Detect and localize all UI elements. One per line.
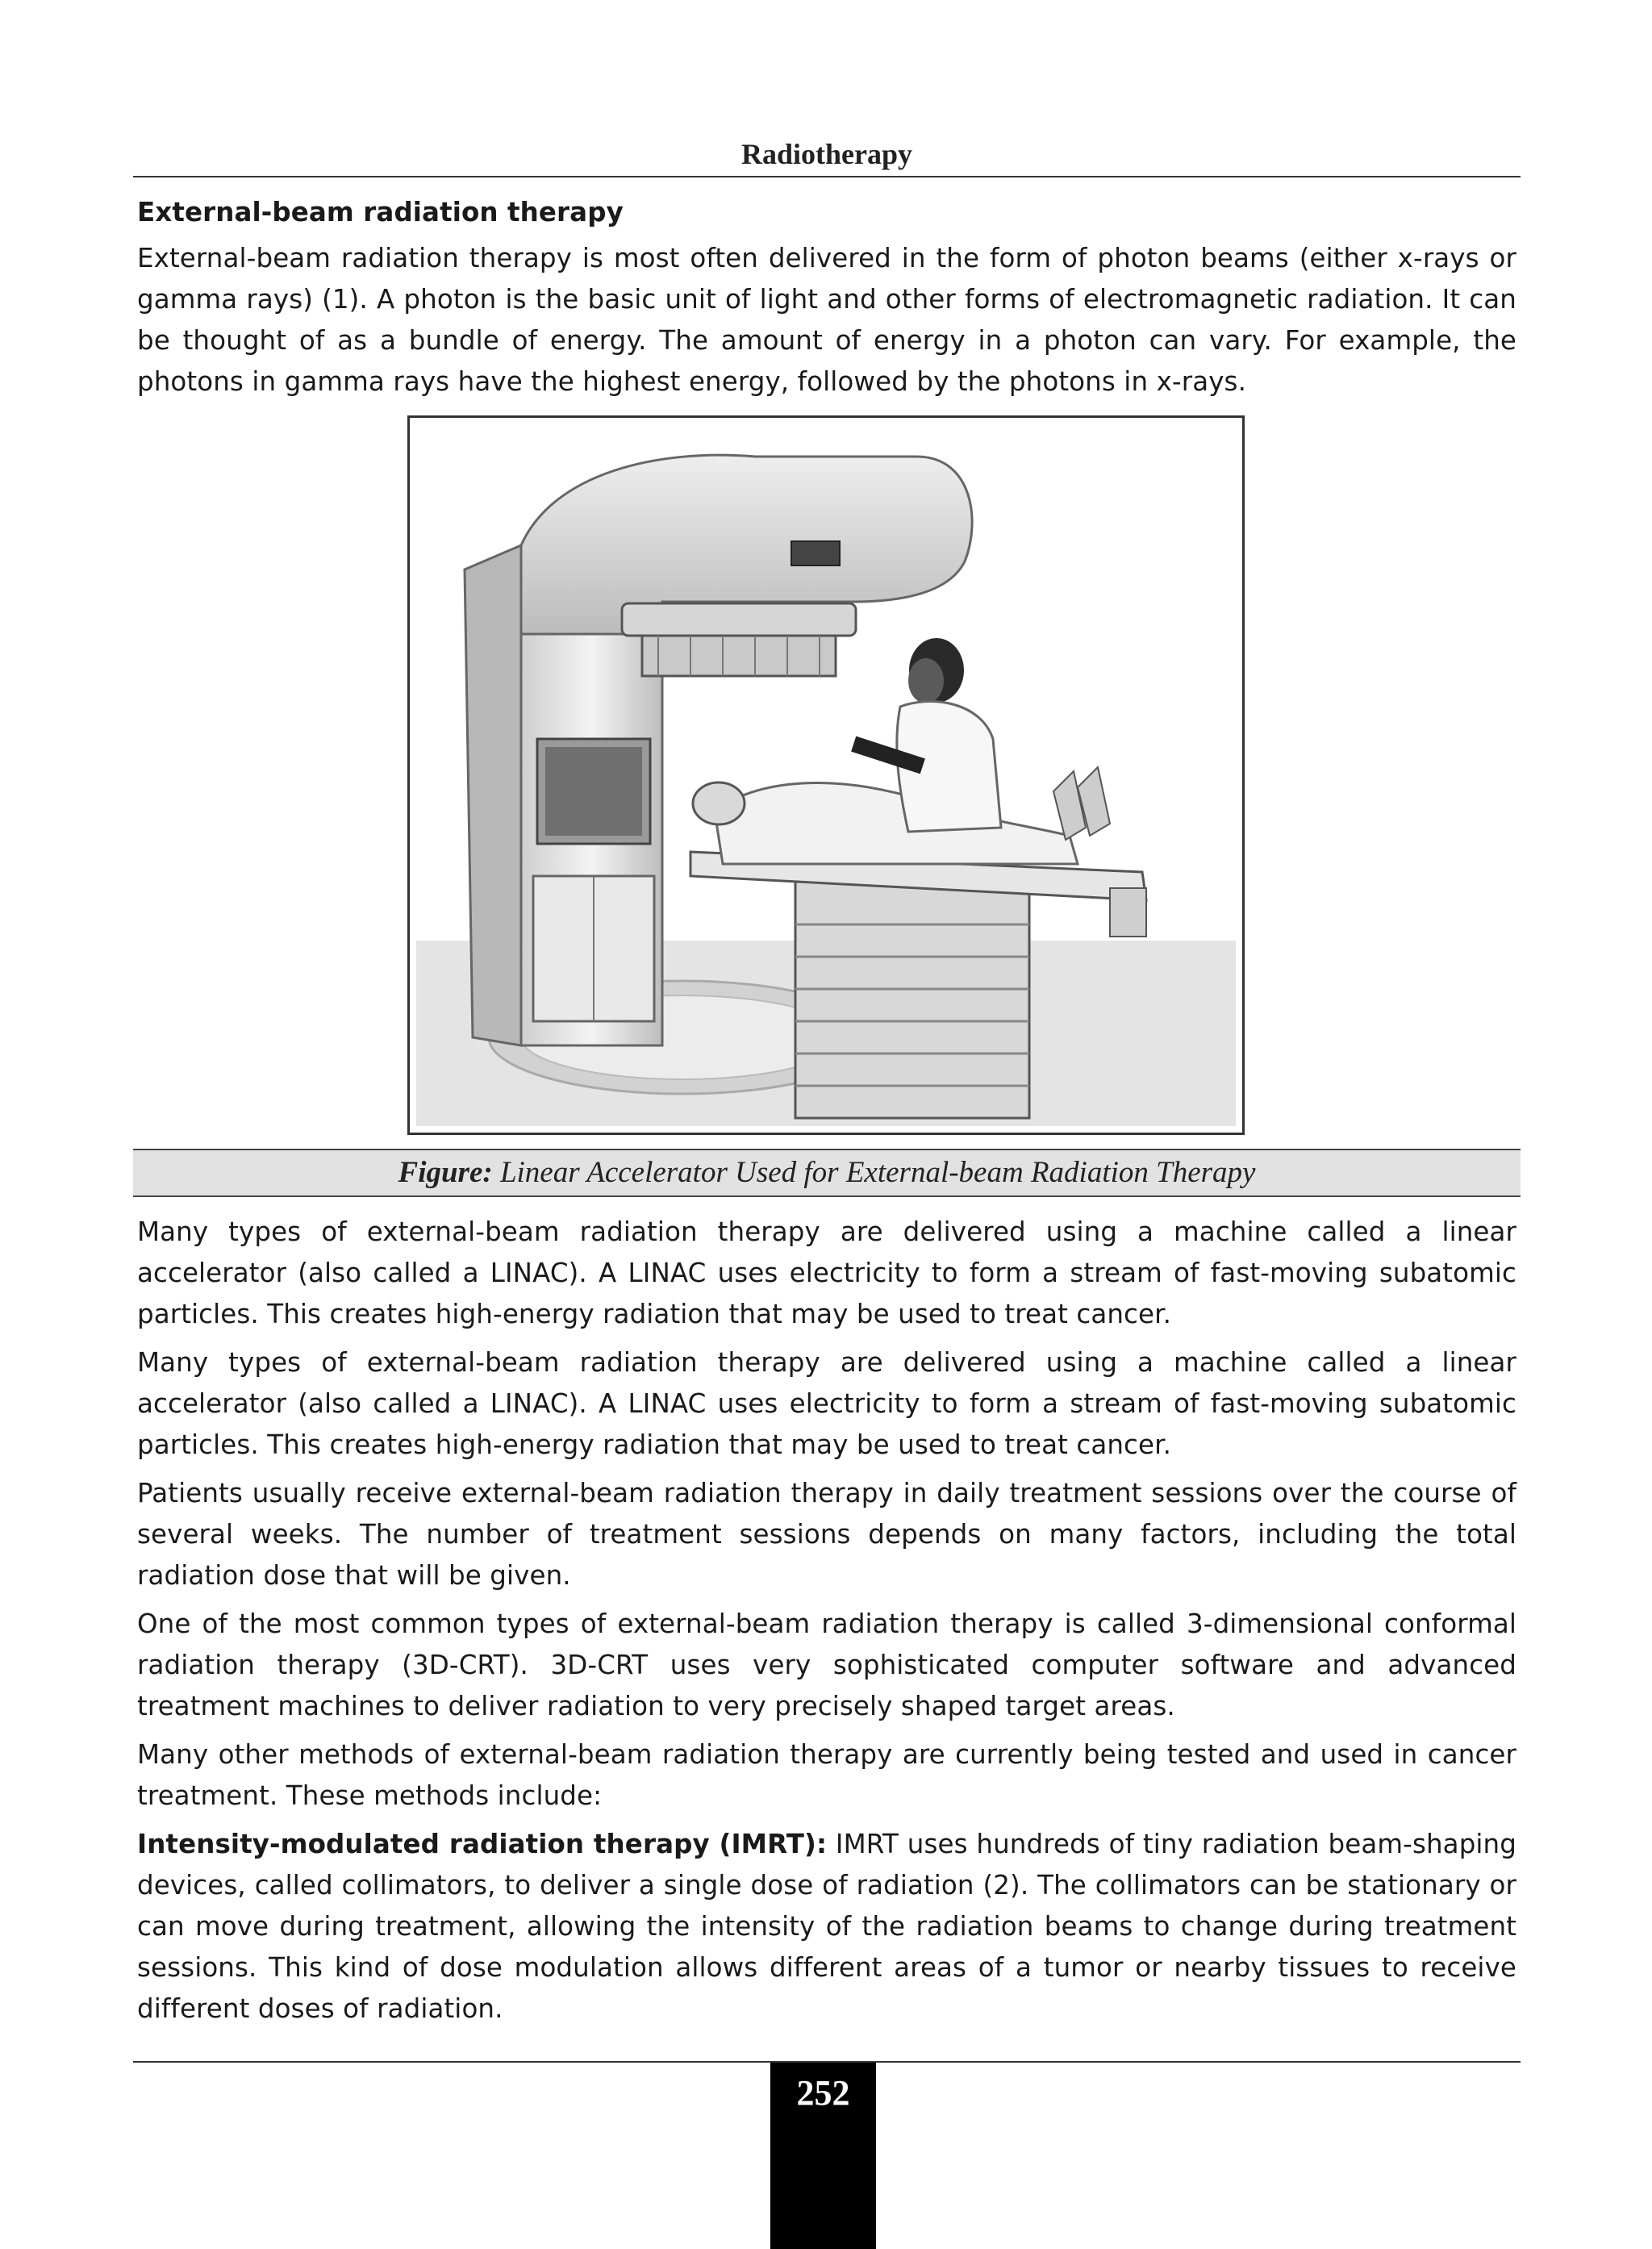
page-number: 252 [796,2073,850,2113]
therapist-face [908,658,944,703]
paragraph-linac-1: Many types of external-beam radiation therapy are delivered using a machine called a linear accelerator (also called a LINAC). A LINAC uses electricity to form a stream of fast-moving subatomic particles. This creates high-energy radiation that may be used to treat cancer. [137,1216,1516,1329]
paragraph-3d-crt: One of the most common types of external-beam radiation therapy is called 3-dimensional conformal radiation therapy (3D-CRT). 3D-CRT uses very sophisticated computer software and advanced treatment machines to deliver radiation to very precisely shaped target areas. [137,1609,1516,1721]
paragraph-photon-beams: External-beam radiation therapy is most often delivered in the form of photon beams (either x-rays or gamma rays) (1). A photon is the basic unit of light and other forms of electromagnetic radiation. It can be thought of as a bundle of energy. The amount of energy in a photon can vary. For example, the photons in gamma rays have the highest energy, followed by the photons in x-rays. [137,243,1516,397]
gantry-display-window [791,541,840,565]
caption-text: Linear Accelerator Used for External-beam Radiation Therapy [492,1156,1256,1189]
figure-linear-accelerator [407,415,1245,1135]
paragraph-other-methods: Many other methods of external-beam radiation therapy are currently being tested and used in cancer treatment. These methods include: [137,1739,1516,1811]
paragraph-linac-2: Many types of external-beam radiation therapy are delivered using a machine called a linear accelerator (also called a LINAC). A LINAC uses electricity to form a stream of fast-moving subatomic particles. This creates high-energy radiation that may be used to treat cancer. [137,1347,1516,1460]
paragraph-sessions: Patients usually receive external-beam radiation therapy in daily treatment sessions over the course of several weeks. The number of treatment sessions depends on many factors, including the total radiation dose that will be given. [137,1478,1516,1591]
paragraph-imrt [137,1824,1516,2030]
linac-illustration [416,424,1236,1126]
couch-base [795,876,1029,1118]
caption-label: Figure: [398,1156,493,1189]
collimator-head [642,636,836,676]
patient-head [693,782,745,824]
gantry-side-panel [465,545,521,1045]
patient-foot [1053,771,1086,840]
gantry-monitor-screen [545,747,642,836]
section-heading: External-beam radiation therapy [137,197,624,227]
imrt-term: Intensity-modulated radiation therapy (IMRT): [137,1829,828,1859]
running-header: Radiotherapy [740,138,912,170]
couch-control-panel [1110,888,1146,937]
header-rule [133,176,1521,177]
figure-caption [133,1149,1521,1197]
collimator-ring [622,603,856,636]
patient-sheet [715,783,1078,864]
imrt-body: IMRT uses hundreds of tiny radiation beam-shaping devices, called collimators, to deliver a single dose of radiation (2). The collimators can be stationary or can move during treatment, allowing the intensity of the radiation beams to change during treatment sessions. This kind of dose modulation allows different areas of a tumor or nearby tissues to receive different doses of radiation. [137,1829,1516,2024]
page-number-tab [770,2063,876,2249]
